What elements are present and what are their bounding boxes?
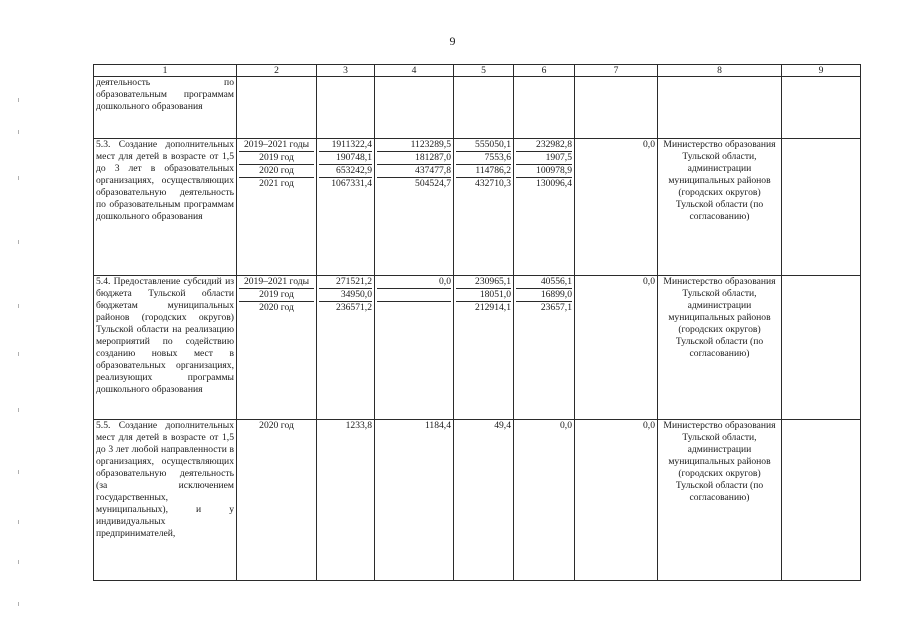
regional-cell-value: 230965,1 [456, 276, 511, 289]
header-cell-3: 3 [317, 65, 375, 77]
federal-cell [375, 276, 454, 420]
other-cell-value: 0,0 [643, 420, 655, 431]
total-cell [317, 276, 375, 420]
period-cell [237, 77, 317, 139]
period-cell-value: 2020 год [239, 165, 314, 178]
executor-cell: Министерство образования Тульской области, администрации муниципальных районов (городских округов) Тульской области (по согласованию) [658, 139, 782, 276]
table-row [94, 420, 861, 581]
note-cell [782, 139, 861, 276]
header-cell-6: 6 [514, 65, 575, 77]
other-cell-value: 0,0 [643, 139, 655, 150]
header-cell-2: 2 [237, 65, 317, 77]
regional-cell-value: 114786,2 [456, 165, 511, 178]
header-cell-5: 5 [454, 65, 514, 77]
total-cell-value: 1233,8 [345, 420, 372, 431]
regional-cell-value: 432710,3 [475, 178, 511, 189]
total-cell [317, 77, 375, 139]
regional-cell-value: 18051,0 [456, 289, 511, 302]
federal-cell-value [377, 289, 451, 302]
activity-name-cell: 5.3. Создание дополнительных мест для детей в возрасте от 1,5 до 3 лет в образовательных организациях, осуществляющих образовательную деятельность по образовательным программам дошкольного образования [94, 139, 237, 276]
total-cell-value: 34950,0 [319, 289, 372, 302]
period-cell-value: 2021 год [259, 178, 294, 189]
period-cell-value: 2019–2021 годы [239, 276, 314, 289]
federal-cell-value: 1184,4 [424, 420, 451, 431]
table-row [94, 77, 861, 139]
total-cell-value: 190748,1 [319, 152, 372, 165]
other-cell [575, 77, 658, 139]
federal-cell [375, 77, 454, 139]
total-cell [317, 139, 375, 276]
regional-cell-value: 212914,1 [475, 302, 511, 313]
executor-cell [658, 77, 782, 139]
period-cell-value: 2019–2021 годы [239, 139, 314, 152]
other-cell-value: 0,0 [643, 276, 655, 287]
municipal-cell [514, 139, 575, 276]
municipal-cell [514, 276, 575, 420]
page-number: 9 [449, 34, 456, 48]
municipal-cell-value: 16899,0 [516, 289, 572, 302]
municipal-cell-value: 100978,9 [516, 165, 572, 178]
municipal-cell-value: 1907,5 [516, 152, 572, 165]
regional-cell [454, 139, 514, 276]
municipal-cell-value: 23657,1 [540, 302, 572, 313]
period-cell-value: 2019 год [239, 289, 314, 302]
total-cell-value: 1911322,4 [319, 139, 372, 152]
regional-cell-value: 555050,1 [456, 139, 511, 152]
federal-cell [375, 139, 454, 276]
regional-cell-value: 7553,6 [456, 152, 511, 165]
total-cell-value: 236571,2 [336, 302, 372, 313]
activity-name-cell: 5.4. Предоставление субсидий из бюджета Тульской области бюджетам муниципальных районов (городских округов) Тульской области на реализацию мероприятий по содействию созданию новых мест в образовательных организациях, реализующих программы дошкольного образования [94, 276, 237, 420]
margin-marks [18, 90, 20, 610]
period-cell-value: 2020 год [259, 302, 294, 313]
total-cell-value: 653242,9 [319, 165, 372, 178]
federal-cell-value: 0,0 [377, 276, 451, 289]
regional-cell [454, 276, 514, 420]
federal-cell-value: 1123289,5 [377, 139, 451, 152]
federal-cell-value: 181287,0 [377, 152, 451, 165]
federal-cell [375, 420, 454, 581]
regional-cell-value: 49,4 [494, 420, 511, 431]
header-cell-4: 4 [375, 65, 454, 77]
total-cell [317, 420, 375, 581]
note-cell [782, 276, 861, 420]
header-cell-1: 1 [94, 65, 237, 77]
note-cell [782, 420, 861, 581]
period-cell [237, 139, 317, 276]
other-cell [575, 420, 658, 581]
federal-cell-value: 504524,7 [415, 178, 451, 189]
municipal-cell [514, 420, 575, 581]
executor-cell: Министерство образования Тульской области, администрации муниципальных районов (городских округов) Тульской области (по согласованию) [658, 420, 782, 581]
table-body [94, 65, 861, 581]
municipal-cell-value: 232982,8 [516, 139, 572, 152]
municipal-cell [514, 77, 575, 139]
other-cell [575, 139, 658, 276]
municipal-cell-value: 130096,4 [536, 178, 572, 189]
federal-cell-value: 437477,8 [377, 165, 451, 178]
header-cell-9: 9 [782, 65, 861, 77]
total-cell-value: 1067331,4 [331, 178, 372, 189]
period-cell-value: 2020 год [259, 420, 294, 431]
regional-cell [454, 77, 514, 139]
period-cell [237, 276, 317, 420]
budget-table [93, 64, 861, 581]
regional-cell [454, 420, 514, 581]
total-cell-value: 271521,2 [319, 276, 372, 289]
period-cell-value: 2019 год [239, 152, 314, 165]
federal-cell-value [377, 302, 451, 314]
activity-name-cell: деятельность по образовательным программам дошкольного образования [94, 77, 237, 139]
executor-cell: Министерство образования Тульской области, администрации муниципальных районов (городских округов) Тульской области (по согласованию) [658, 276, 782, 420]
table-header-row [94, 65, 861, 77]
municipal-cell-value: 40556,1 [516, 276, 572, 289]
other-cell [575, 276, 658, 420]
municipal-cell-value: 0,0 [560, 420, 572, 431]
header-cell-7: 7 [575, 65, 658, 77]
table-row [94, 139, 861, 276]
activity-name-cell: 5.5. Создание дополнительных мест для детей в возрасте от 1,5 до 3 лет любой направленности в организациях, осуществляющих образовательную деятельность (за исключением государственных, муниципальных), и у индивидуальных предпринимателей, [94, 420, 237, 581]
note-cell [782, 77, 861, 139]
period-cell [237, 420, 317, 581]
header-cell-8: 8 [658, 65, 782, 77]
table-row [94, 276, 861, 420]
